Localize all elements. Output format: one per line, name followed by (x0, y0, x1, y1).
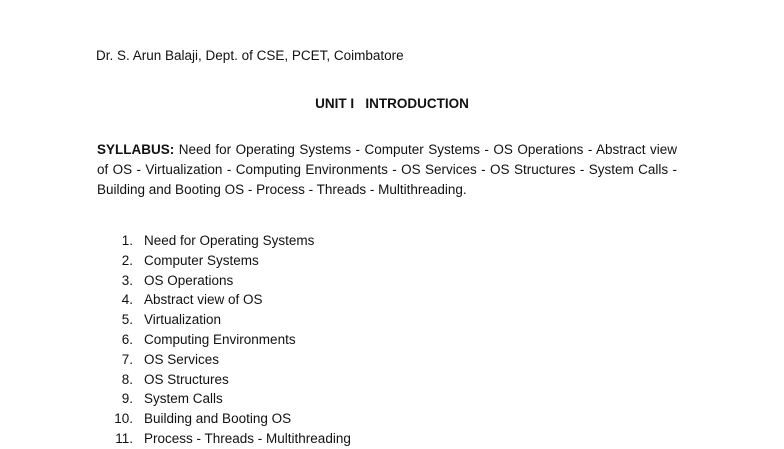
list-item-number: 5. (121, 312, 133, 328)
list-item-number: 11. (115, 430, 133, 446)
list-item-label: Abstract view of OS (144, 292, 263, 308)
list-item-label: Process - Threads - Multithreading (144, 430, 351, 446)
list-item-number: 9. (121, 391, 133, 407)
list-item-label: Need for Operating Systems (144, 233, 315, 248)
list-item-label: Building and Booting OS (144, 411, 292, 427)
list-item-number: 8. (121, 371, 133, 387)
unit-title: UNIT I INTRODUCTION (315, 96, 469, 111)
list-item-label: Computing Environments (144, 331, 296, 347)
syllabus-label: SYLLABUS: (97, 142, 175, 157)
list-item-label: OS Structures (144, 371, 229, 387)
syllabus-text: Need for Operating Systems - Computer Systems - OS Operations - Abstract view of OS - Virtualization - Computing Environments - OS Services - OS Structures - System Calls - Building and Booting OS - Process - Threads - Multithreading. (97, 142, 677, 197)
list-item-label: OS Operations (144, 272, 234, 288)
author-header: Dr. S. Arun Balaji, Dept. of CSE, PCET, Coimbatore (96, 48, 404, 63)
list-item-number: 4. (121, 292, 133, 308)
list-item-number: 3. (121, 272, 133, 288)
list-item-number: 10. (114, 411, 133, 427)
list-item-label: Virtualization (144, 312, 222, 328)
list-item-number: 1. (121, 233, 133, 248)
list-item-label: OS Services (144, 351, 220, 367)
syllabus-paragraph (97, 140, 677, 200)
list-item-number: 7. (121, 351, 133, 367)
list-item-number: 6. (121, 331, 133, 347)
list-item-number: 2. (121, 252, 133, 268)
list-item-label: System Calls (144, 391, 223, 407)
list-item-label: Computer Systems (144, 252, 259, 268)
